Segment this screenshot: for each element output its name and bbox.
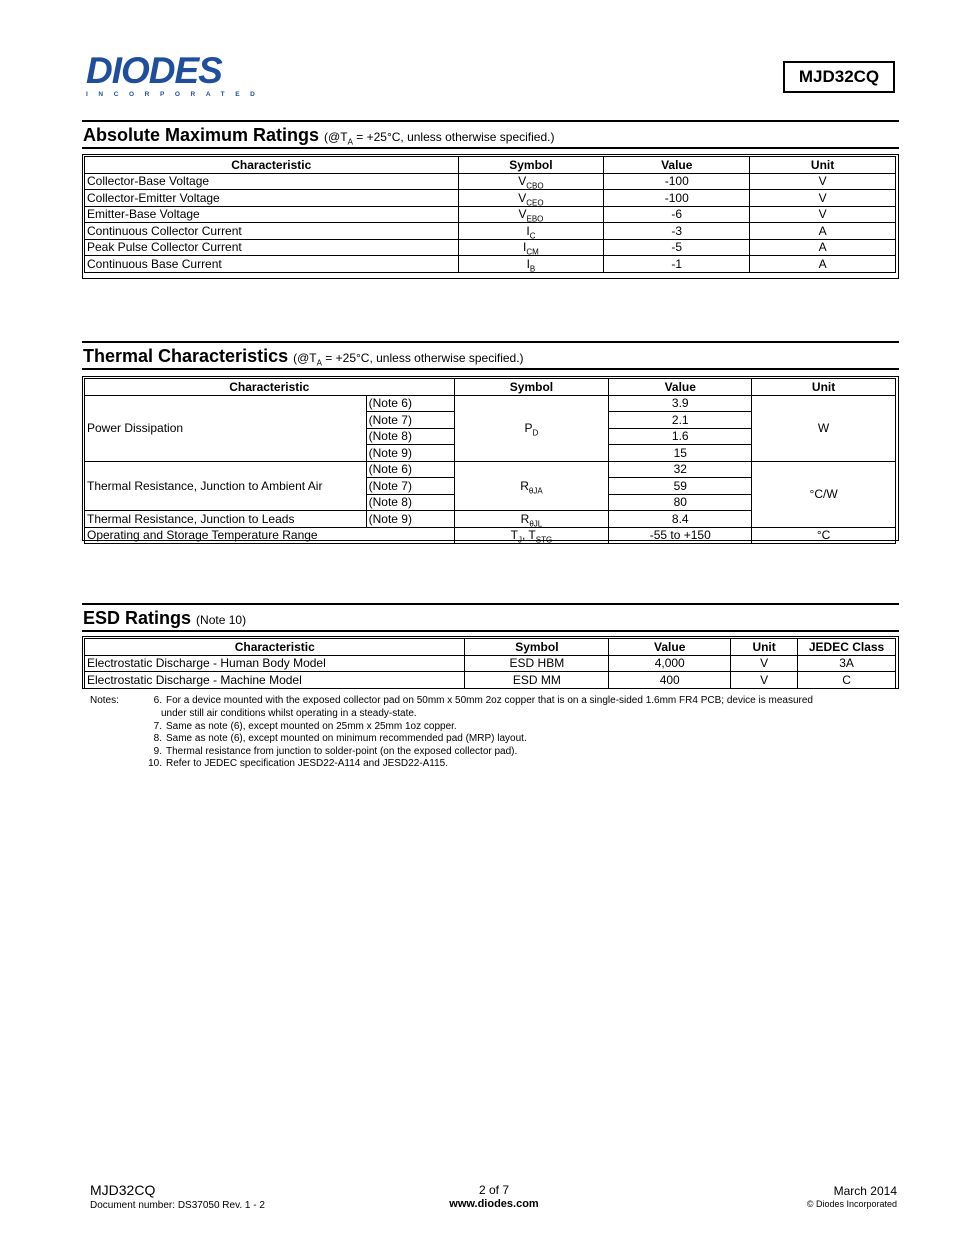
cell-unit: W — [752, 395, 896, 461]
cell-note: (Note 9) — [366, 511, 454, 528]
cell-symbol: $I_C$ — [458, 223, 604, 240]
footer-website-link[interactable]: www.diodes.com — [449, 1198, 539, 1210]
amr-section-title — [83, 125, 554, 146]
cell-symbol: $T_J$, $T_{STG}$ — [454, 527, 609, 544]
table-row — [85, 206, 896, 223]
cell-symbol: $P_D$ — [454, 395, 609, 461]
cell-jedec-class: 3A — [798, 655, 896, 672]
section-rule — [82, 603, 899, 605]
cell-characteristic: Peak Pulse Collector Current — [85, 239, 459, 256]
cell-value: 80 — [609, 494, 752, 511]
cell-note: (Note 7) — [366, 412, 454, 429]
cell-value: 3.9 — [609, 395, 752, 412]
cell-value: 400 — [609, 672, 731, 689]
cell-value: 1.6 — [609, 428, 752, 445]
cell-note: (Note 8) — [366, 428, 454, 445]
cell-symbol: $I_{CM}$ — [458, 239, 604, 256]
cell-symbol: $R_{\theta JA}$ — [454, 461, 609, 511]
col-header-unit: Unit — [752, 379, 896, 396]
cell-symbol: $V_{EBO}$ — [458, 206, 604, 223]
cell-value: -55 to +150 — [609, 527, 752, 544]
note-item-continuation: under still air conditions whilst operating in a steady-state. — [161, 708, 417, 719]
footer-date: March 2014 — [833, 1184, 897, 1198]
cell-value: 32 — [609, 461, 752, 478]
cell-note: (Note 8) — [366, 494, 454, 511]
section-rule — [82, 368, 899, 370]
cell-unit: A — [750, 223, 896, 240]
table-row — [85, 395, 896, 412]
cell-note: (Note 6) — [366, 395, 454, 412]
footer-doc-number: Document number: DS37050 Rev. 1 - 2 — [90, 1200, 265, 1211]
col-header-characteristic: Characteristic — [85, 639, 465, 656]
table-row — [85, 256, 896, 273]
cell-symbol: $I_B$ — [458, 256, 604, 273]
cell-characteristic: Continuous Base Current — [85, 256, 459, 273]
cell-value: 4,000 — [609, 655, 731, 672]
cell-symbol: ESD MM — [465, 672, 609, 689]
notes-label: Notes: — [90, 695, 119, 706]
diodes-logo — [86, 50, 266, 98]
esd-title: ESD Ratings — [83, 608, 192, 628]
col-header-symbol: Symbol — [454, 379, 609, 396]
cell-note: (Note 9) — [366, 445, 454, 462]
thermal-conditions: ($@T_A = +25^\circ C$, unless otherwise specified.) — [293, 351, 524, 368]
table-row — [85, 655, 896, 672]
cell-characteristic: Electrostatic Discharge - Machine Model — [85, 672, 465, 689]
footer-part-number: MJD32CQ — [90, 1182, 156, 1198]
amr-table — [84, 156, 896, 273]
table-row — [85, 190, 896, 207]
cell-unit: V — [750, 173, 896, 190]
cell-unit: V — [731, 672, 798, 689]
cell-note: (Note 6) — [366, 461, 454, 478]
cell-symbol: $V_{CBO}$ — [458, 173, 604, 190]
cell-unit: V — [750, 190, 896, 207]
table-header-row — [85, 379, 896, 396]
esd-conditions: (Note 10) — [196, 613, 247, 627]
cell-value: 8.4 — [609, 511, 752, 528]
cell-characteristic: Continuous Collector Current — [85, 223, 459, 240]
cell-symbol: $V_{CEO}$ — [458, 190, 604, 207]
footer-copyright: © Diodes Incorporated — [806, 1199, 897, 1209]
table-row — [85, 461, 896, 478]
col-header-unit: Unit — [750, 157, 896, 174]
cell-characteristic: Operating and Storage Temperature Range — [85, 527, 455, 544]
logo-text: DIODES — [86, 50, 222, 91]
table-row — [85, 223, 896, 240]
part-number-box: MJD32CQ — [783, 61, 895, 93]
cell-symbol: $R_{\theta JL}$ — [454, 511, 609, 528]
thermal-section-title — [83, 346, 524, 367]
note-item: 7. Same as note (6), except mounted on 25mm x 25mm 1oz copper. — [153, 720, 457, 732]
cell-value: 2.1 — [609, 412, 752, 429]
col-header-value: Value — [609, 639, 731, 656]
cell-value: -1 — [604, 256, 750, 273]
cell-value: -100 — [604, 190, 750, 207]
cell-unit: °C — [752, 527, 896, 544]
table-row — [85, 173, 896, 190]
table-header-row — [85, 639, 896, 656]
cell-characteristic: Collector-Emitter Voltage — [85, 190, 459, 207]
cell-value: -3 — [604, 223, 750, 240]
cell-symbol: ESD HBM — [465, 655, 609, 672]
cell-unit: V — [731, 655, 798, 672]
note-item: 9. Thermal resistance from junction to solder-point (on the exposed collector pad). — [153, 745, 518, 757]
col-header-symbol: Symbol — [465, 639, 609, 656]
col-header-jedec-class: JEDEC Class — [798, 639, 896, 656]
col-header-characteristic: Characteristic — [85, 157, 459, 174]
cell-value: -5 — [604, 239, 750, 256]
cell-unit: A — [750, 239, 896, 256]
cell-characteristic: Thermal Resistance, Junction to Leads — [85, 511, 367, 528]
table-row — [85, 672, 896, 689]
col-header-unit: Unit — [731, 639, 798, 656]
cell-value: 59 — [609, 478, 752, 495]
col-header-value: Value — [604, 157, 750, 174]
esd-section-title — [83, 608, 246, 629]
cell-unit: V — [750, 206, 896, 223]
cell-value: 15 — [609, 445, 752, 462]
footer-page-number: 2 of 7 — [478, 1183, 510, 1197]
section-rule — [82, 341, 899, 343]
col-header-characteristic: Characteristic — [85, 379, 455, 396]
cell-unit: A — [750, 256, 896, 273]
cell-value: -6 — [604, 206, 750, 223]
cell-value: -100 — [604, 173, 750, 190]
esd-table — [84, 638, 896, 689]
note-item: 10. Refer to JEDEC specification JESD22-A114 and JESD22-A115. — [148, 758, 448, 769]
thermal-table — [84, 378, 896, 544]
table-header-row — [85, 157, 896, 174]
cell-characteristic: Emitter-Base Voltage — [85, 206, 459, 223]
section-rule — [82, 120, 899, 122]
amr-title: Absolute Maximum Ratings — [83, 125, 320, 145]
thermal-title: Thermal Characteristics — [83, 346, 289, 366]
cell-characteristic: Collector-Base Voltage — [85, 173, 459, 190]
cell-characteristic: Thermal Resistance, Junction to Ambient Air — [85, 461, 367, 511]
cell-characteristic: Electrostatic Discharge - Human Body Model — [85, 655, 465, 672]
logo-subtitle: INCORPORATED — [86, 91, 266, 98]
amr-conditions: ($@T_A = +25^\circ C$, unless otherwise specified.) — [324, 130, 555, 147]
col-header-symbol: Symbol — [458, 157, 604, 174]
cell-note: (Note 7) — [366, 478, 454, 495]
cell-jedec-class: C — [798, 672, 896, 689]
col-header-value: Value — [609, 379, 752, 396]
section-rule — [82, 147, 899, 149]
cell-unit: °C/W — [752, 461, 896, 527]
note-item: 8. Same as note (6), except mounted on minimum recommended pad (MRP) layout. — [153, 733, 527, 744]
table-row — [85, 239, 896, 256]
cell-characteristic: Power Dissipation — [85, 395, 367, 461]
table-row — [85, 527, 896, 544]
section-rule — [82, 630, 899, 632]
note-item: 6. For a device mounted with the exposed collector pad on 50mm x 50mm 2oz copper that is on a single-sided 1.6mm FR4 PCB; device is measured — [153, 695, 813, 706]
